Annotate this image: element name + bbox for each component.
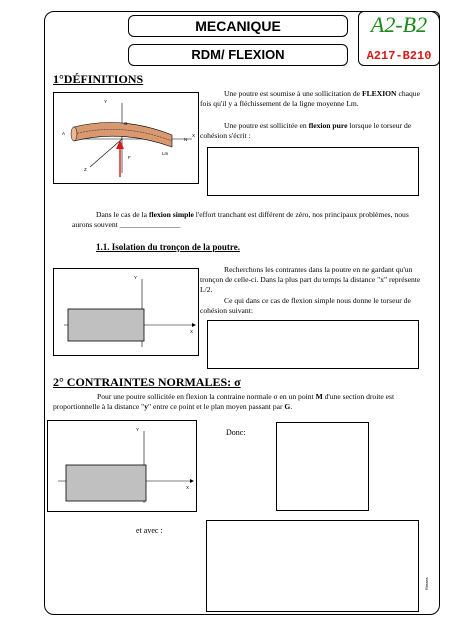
fig-label-a: A bbox=[62, 131, 66, 136]
fig-label-y: Y bbox=[104, 99, 108, 104]
section-heading-contraintes: 2° CONTRAINTES NORMALES: σ bbox=[53, 375, 241, 389]
fig-label-z: Z bbox=[84, 167, 87, 172]
et-avec-answer-box[interactable] bbox=[206, 520, 419, 612]
fig-label-y: Y bbox=[136, 427, 140, 432]
page-title: MECANIQUE bbox=[128, 15, 348, 37]
fig-label-lm: Lm bbox=[162, 151, 169, 156]
et-avec-label: et avec : bbox=[136, 526, 163, 535]
side-note: Rmaes bbox=[424, 577, 429, 590]
beam-section-figure bbox=[53, 268, 199, 356]
donc-label: Donc: bbox=[226, 428, 246, 437]
fig-label-x: X bbox=[186, 485, 190, 490]
stress-section-diagram bbox=[48, 421, 196, 511]
fig-label-x: X bbox=[190, 329, 194, 334]
definition-flexion-pure-paragraph: Une poutre est sollicitée en flexion pure lorsque le torseur de cohésion s'écrit : bbox=[200, 121, 412, 140]
torseur-cohesion-paragraph: Ce qui dans ce cas de flexion simple nous donne le torseur de cohésion suivant: bbox=[200, 296, 411, 315]
fig-label-y: Y bbox=[134, 275, 138, 280]
beam-section-diagram bbox=[54, 269, 198, 355]
fig-label-g: G bbox=[124, 121, 128, 126]
fig-label-n: N bbox=[184, 137, 188, 142]
fig-label-f: F bbox=[128, 155, 131, 160]
page-subtitle: RDM/ FLEXION bbox=[128, 44, 348, 66]
definition-flexion-paragraph: Une poutre est soumise à une sollicitation de FLEXION chaque fois qu'il y a fléchissement de la ligne moyenne Lm. bbox=[200, 89, 420, 108]
flexion-simple-paragraph: Dans le cas de la flexion simple l'effort tranchant est différent de zéro, nos principaux problèmes, nous aurons souvent ________________ bbox=[72, 210, 409, 229]
section-heading-definitions: 1°DÉFINITIONS bbox=[53, 72, 144, 86]
beam-figure bbox=[53, 92, 199, 184]
torseur-answer-box-1[interactable] bbox=[207, 147, 419, 196]
stress-section-figure bbox=[47, 420, 197, 512]
beam-diagram bbox=[54, 93, 198, 183]
contraintes-search-paragraph: Recherchons les contrantes dans la poutre en ne gardant qu'un tronçon de celle-ci. Dans la plus part du temps la distance "x" représente L/2. bbox=[200, 265, 421, 294]
contrainte-normale-paragraph: Pour une poutre sollicitée en flexion la contraine normale σ en un point M d'une section droite est proportionnelle à la distance "y" entre ce point et le plan moyen passant par G. bbox=[53, 392, 395, 411]
subsection-heading-isolation: 1.1. Isolation du tronçon de la poutre. bbox=[96, 242, 240, 252]
course-code-bottom: A217-B210 bbox=[366, 49, 432, 63]
donc-answer-box[interactable] bbox=[276, 422, 369, 511]
torseur-answer-box-2[interactable] bbox=[207, 320, 419, 369]
fig-label-x: X bbox=[192, 133, 196, 138]
course-code-top: A2-B2 bbox=[370, 12, 428, 37]
